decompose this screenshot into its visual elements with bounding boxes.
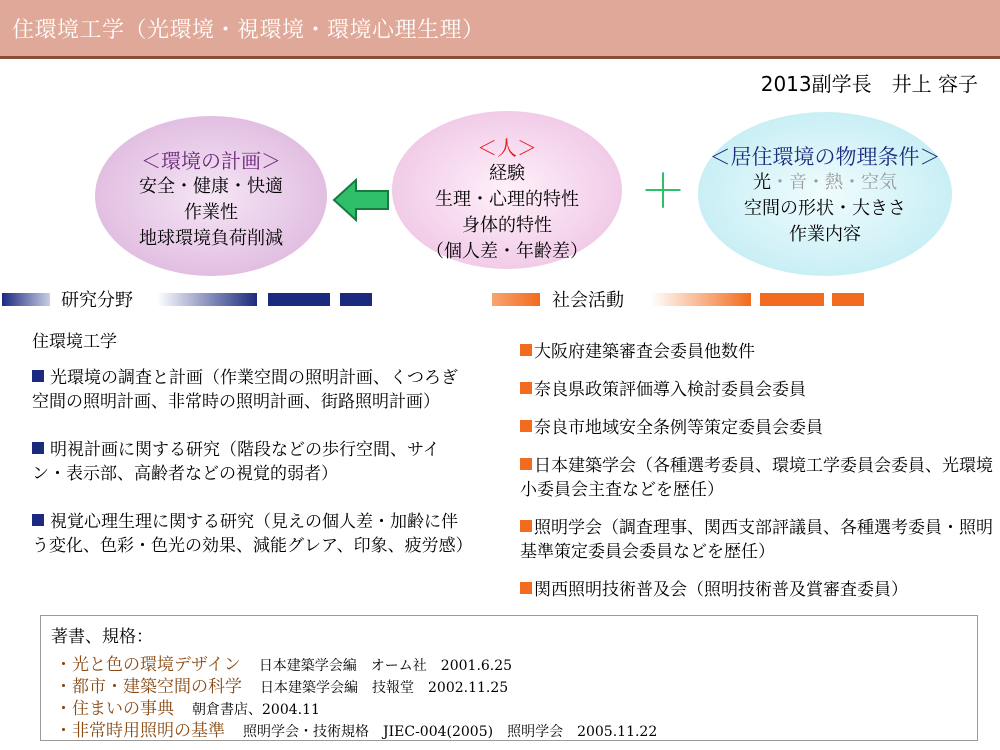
publication-title: ・住まいの事典 — [55, 699, 174, 719]
author-line: 2013副学長 井上 容子 — [760, 72, 978, 96]
physical-line: 作業内容 — [789, 224, 861, 245]
social-item: 奈良県政策評価導入検討委員会委員 — [520, 378, 1000, 402]
bullet-square-icon — [32, 370, 44, 382]
physical-heading: ＜居住環境の物理条件＞ — [709, 145, 941, 169]
human-line: 生理・心理的特性 — [435, 189, 579, 210]
bullet-square-icon — [32, 514, 44, 526]
publication-title: ・非常時用照明の基準 — [55, 721, 225, 741]
social-list — [520, 340, 1000, 616]
publications-header: 著書、規格： — [51, 627, 153, 647]
bullet-square-icon — [520, 520, 532, 532]
research-list — [32, 330, 472, 582]
social-item: 照明学会（調査理事、関西支部評議員、各種選考委員・照明基準策定委員会委員などを歴任） — [520, 518, 993, 562]
plan-line: 作業性 — [184, 202, 238, 223]
social-item: 関西照明技術普及会（照明技術普及賞審査委員） — [520, 578, 1000, 602]
research-item: 明視計画に関する研究（階段などの歩行空間、サイン・表示部、高齢者などの視覚的弱者） — [32, 440, 440, 484]
social-item: 大阪府建築審査会委員他数件 — [520, 340, 1000, 364]
publication-row — [55, 716, 657, 741]
social-item: 日本建築学会（各種選考委員、環境工学委員会委員、光環境小委員会主査などを歴任） — [520, 456, 993, 500]
page-title: 住環境工学（光環境・視環境・環境心理生理） — [12, 18, 485, 43]
bullet-square-icon — [520, 582, 532, 594]
bullet-square-icon — [32, 442, 44, 454]
physical-line — [698, 170, 952, 196]
plus-icon: ＋ — [640, 164, 686, 218]
bullet-square-icon — [520, 344, 532, 356]
plan-heading: ＜環境の計画＞ — [141, 149, 281, 173]
bullet-square-icon — [520, 382, 532, 394]
research-item: 視覚心理生理に関する研究（見えの個人差・加齢に伴う変化、色彩・色光の効果、減能グレア、印象、疲労感） — [32, 512, 473, 556]
physical-line: 空間の形状・大きさ — [744, 198, 906, 219]
research-header-gradient — [157, 293, 257, 306]
human-line: 経験 — [489, 163, 525, 184]
social-header-block — [832, 293, 864, 306]
bullet-square-icon — [520, 458, 532, 470]
physical-ellipse — [698, 112, 952, 276]
human-line: 身体的特性 — [462, 215, 552, 236]
left-arrow-icon — [332, 178, 390, 222]
research-header-bar — [2, 293, 50, 306]
human-heading: ＜人＞ — [477, 136, 537, 160]
publication-info: 照明学会・技術規格 JIEC-004(2005) 照明学会 2005.11.22 — [243, 724, 658, 740]
social-header-bar — [492, 293, 540, 306]
plan-line: 地球環境負荷削減 — [139, 228, 283, 249]
title-divider — [0, 56, 1000, 59]
publication-info: 日本建築学会編 オーム社 2001.6.25 — [258, 658, 513, 674]
research-header-block — [268, 293, 330, 306]
social-header-gradient — [651, 293, 751, 306]
publication-title: ・光と色の環境デザイン — [55, 655, 241, 675]
sound-heat-air-words: ・音・熱・空気 — [771, 172, 897, 193]
publication-title: ・都市・建築空間の科学 — [55, 677, 242, 697]
social-item: 奈良市地域安全条例等策定委員会委員 — [520, 416, 1000, 440]
publications-box — [40, 615, 978, 741]
research-subtitle: 住環境工学 — [32, 332, 117, 352]
bullet-square-icon — [520, 420, 532, 432]
research-header: 研究分野 — [61, 290, 133, 311]
publication-info: 朝倉書店、2004.11 — [192, 702, 320, 718]
research-item: 光環境の調査と計画（作業空間の照明計画、くつろぎ空間の照明計画、非常時の照明計画、街路照明計画） — [32, 368, 458, 412]
human-ellipse — [392, 111, 622, 269]
plan-ellipse — [95, 116, 327, 276]
publication-info: 日本建築学会編 技報堂 2002.11.25 — [260, 680, 509, 696]
social-header-block — [760, 293, 824, 306]
plan-line: 安全・健康・快適 — [139, 176, 283, 197]
human-line: （個人差・年齢差） — [426, 241, 588, 262]
light-word: 光 — [753, 172, 771, 193]
research-header-block — [340, 293, 372, 306]
social-header: 社会活動 — [552, 290, 624, 311]
title-bar — [0, 0, 1000, 56]
